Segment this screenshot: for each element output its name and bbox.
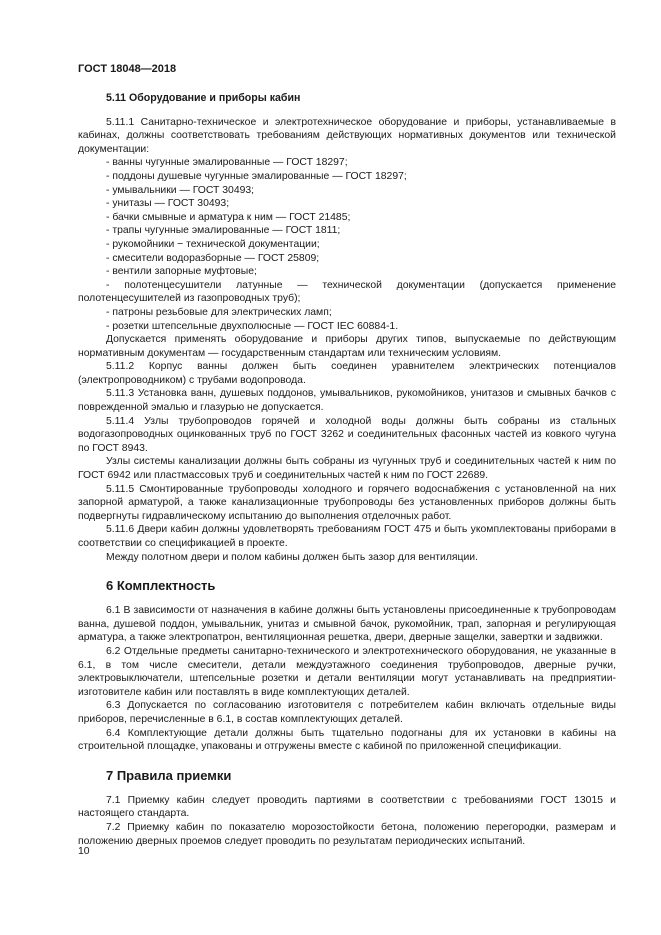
paragraph-6-4: 6.4 Комплектующие детали должны быть тщательно подогнаны для их установки в кабины на строительной площадке, упакованы и отгружены вместе с кабиной по приложенной спецификации.	[78, 727, 616, 753]
list-item: - трапы чугунные эмалированные — ГОСТ 1811;	[106, 225, 341, 237]
paragraph-5-11-5: 5.11.5 Смонтированные трубопроводы холодного и горячего водоснабжения с установленной на них запорной арматурой, а также канализационные трубопроводы без установленных приборов должны быть подвергнуты гидравлическому испытанию до выполнения отделочных работ.	[78, 483, 616, 522]
paragraph-6-1: 6.1 В зависимости от назначения в кабине должны быть установлены присоединенные к трубопроводам ванна, душевой поддон, умывальник, унитаз и смывной бачок, рукомойник, трап, запорная и регулирующая арматура, а также электропатрон, вентиляционная решетка, двери, дверные защелки, завертки и задвижки.	[78, 605, 616, 644]
paragraph-5-11-2: 5.11.2 Корпус ванны должен быть соединен уравнителем электрических потенциалов (электропроводником) с трубами водопровода.	[78, 361, 616, 386]
list-item: - рукомойники − технической документации;	[106, 238, 320, 250]
running-header: ГОСТ 18048—2018	[78, 63, 177, 75]
list-item: - поддоны душевые чугунные эмалированные — ГОСТ 18297;	[106, 170, 407, 182]
paragraph-7-2: 7.2 Приемку кабин по показателю морозостойкости бетона, положению перегородки, размерам и положению дверных проемов следует проводить по результатам периодических испытаний.	[78, 821, 616, 847]
paragraph-5-11-3: 5.11.3 Установка ванн, душевых поддонов, умывальников, рукомойников, унитазов и смывных бачков с поврежденной эмалью и глазурью не допускается.	[78, 388, 616, 414]
subsection-title: 5.11 Оборудование и приборы кабин	[106, 92, 301, 104]
section-6-title: 6 Комплектность	[106, 578, 216, 594]
list-item: - патроны резьбовые для электрических ламп;	[106, 306, 332, 318]
list-item: - вентили запорные муфтовые;	[106, 266, 257, 278]
list-item: - ванны чугунные эмалированные — ГОСТ 18297;	[106, 157, 348, 169]
paragraph-6-3: 6.3 Допускается по согласованию изготовителя с потребителем кабин включать отдельные виды приборов, перечисленные в 6.1, в состав комплектующих деталей.	[78, 700, 616, 725]
list-item: - унитазы — ГОСТ 30493;	[106, 198, 230, 210]
paragraph-7-1: 7.1 Приемку кабин следует проводить партиями в соответствии с требованиями ГОСТ 13015 и настоящего стандарта.	[78, 794, 616, 820]
page-body	[78, 92, 616, 848]
page-number: 10	[78, 846, 90, 857]
paragraph-sewer: Узлы системы канализации должны быть собраны из чугунных труб и соединительных частей к ним по ГОСТ 6942 или пластмассовых труб и соединительных частей к ним по ГОСТ 22689.	[78, 456, 616, 482]
paragraph-6-2: 6.2 Отдельные предметы санитарно-технического и электротехнического оборудования, не указанные в 6.1, в том числе смесители, детали междуэтажного соединения трубопроводов, дверные ручки, электровыключатели, штепсельные розетки и детали вентиляции могут устанавливать на предприятии-изготовителе кабин или поставлять в виде комплектующих деталей.	[78, 645, 616, 698]
paragraph-5-11-6: 5.11.6 Двери кабин должны удовлетворять требованиям ГОСТ 475 и быть укомплектованы приборами в соответствии со спецификацией в проекте.	[78, 524, 616, 549]
list-item: - смесители водоразборные — ГОСТ 25809;	[106, 252, 320, 264]
paragraph-door-gap: Между полотном двери и полом кабины должен быть зазор для вентиляции.	[106, 551, 479, 563]
list-item: - бачки смывные и арматура к ним — ГОСТ 21485;	[106, 211, 351, 223]
paragraph-5-11-1: 5.11.1 Санитарно-техническое и электротехническое оборудование и приборы, устанавливаемые в кабинах, должны соответствовать требованиям действующих нормативных документов или технической документации:	[78, 116, 616, 155]
paragraph-allowed: Допускается применять оборудование и приборы других типов, выпускаемые по действующим нормативным документам — государственным стандартам или техническим условиям.	[78, 334, 616, 359]
list-item: - розетки штепсельные двухполюсные — ГОСТ IEC 60884-1.	[106, 320, 399, 332]
list-item: - умывальники — ГОСТ 30493;	[106, 184, 255, 196]
list-item: - полотенцесушители латунные — технической документации (допускается применение полотенцесушителей из газопроводных труб);	[78, 279, 616, 305]
paragraph-5-11-4: 5.11.4 Узлы трубопроводов горячей и холодной воды должны быть собраны из стальных водогазопроводных оцинкованных труб по ГОСТ 3262 и соединительных фасонных частей из ковкого чугуна по ГОСТ 8943.	[78, 415, 616, 454]
section-7-title: 7 Правила приемки	[106, 767, 232, 783]
